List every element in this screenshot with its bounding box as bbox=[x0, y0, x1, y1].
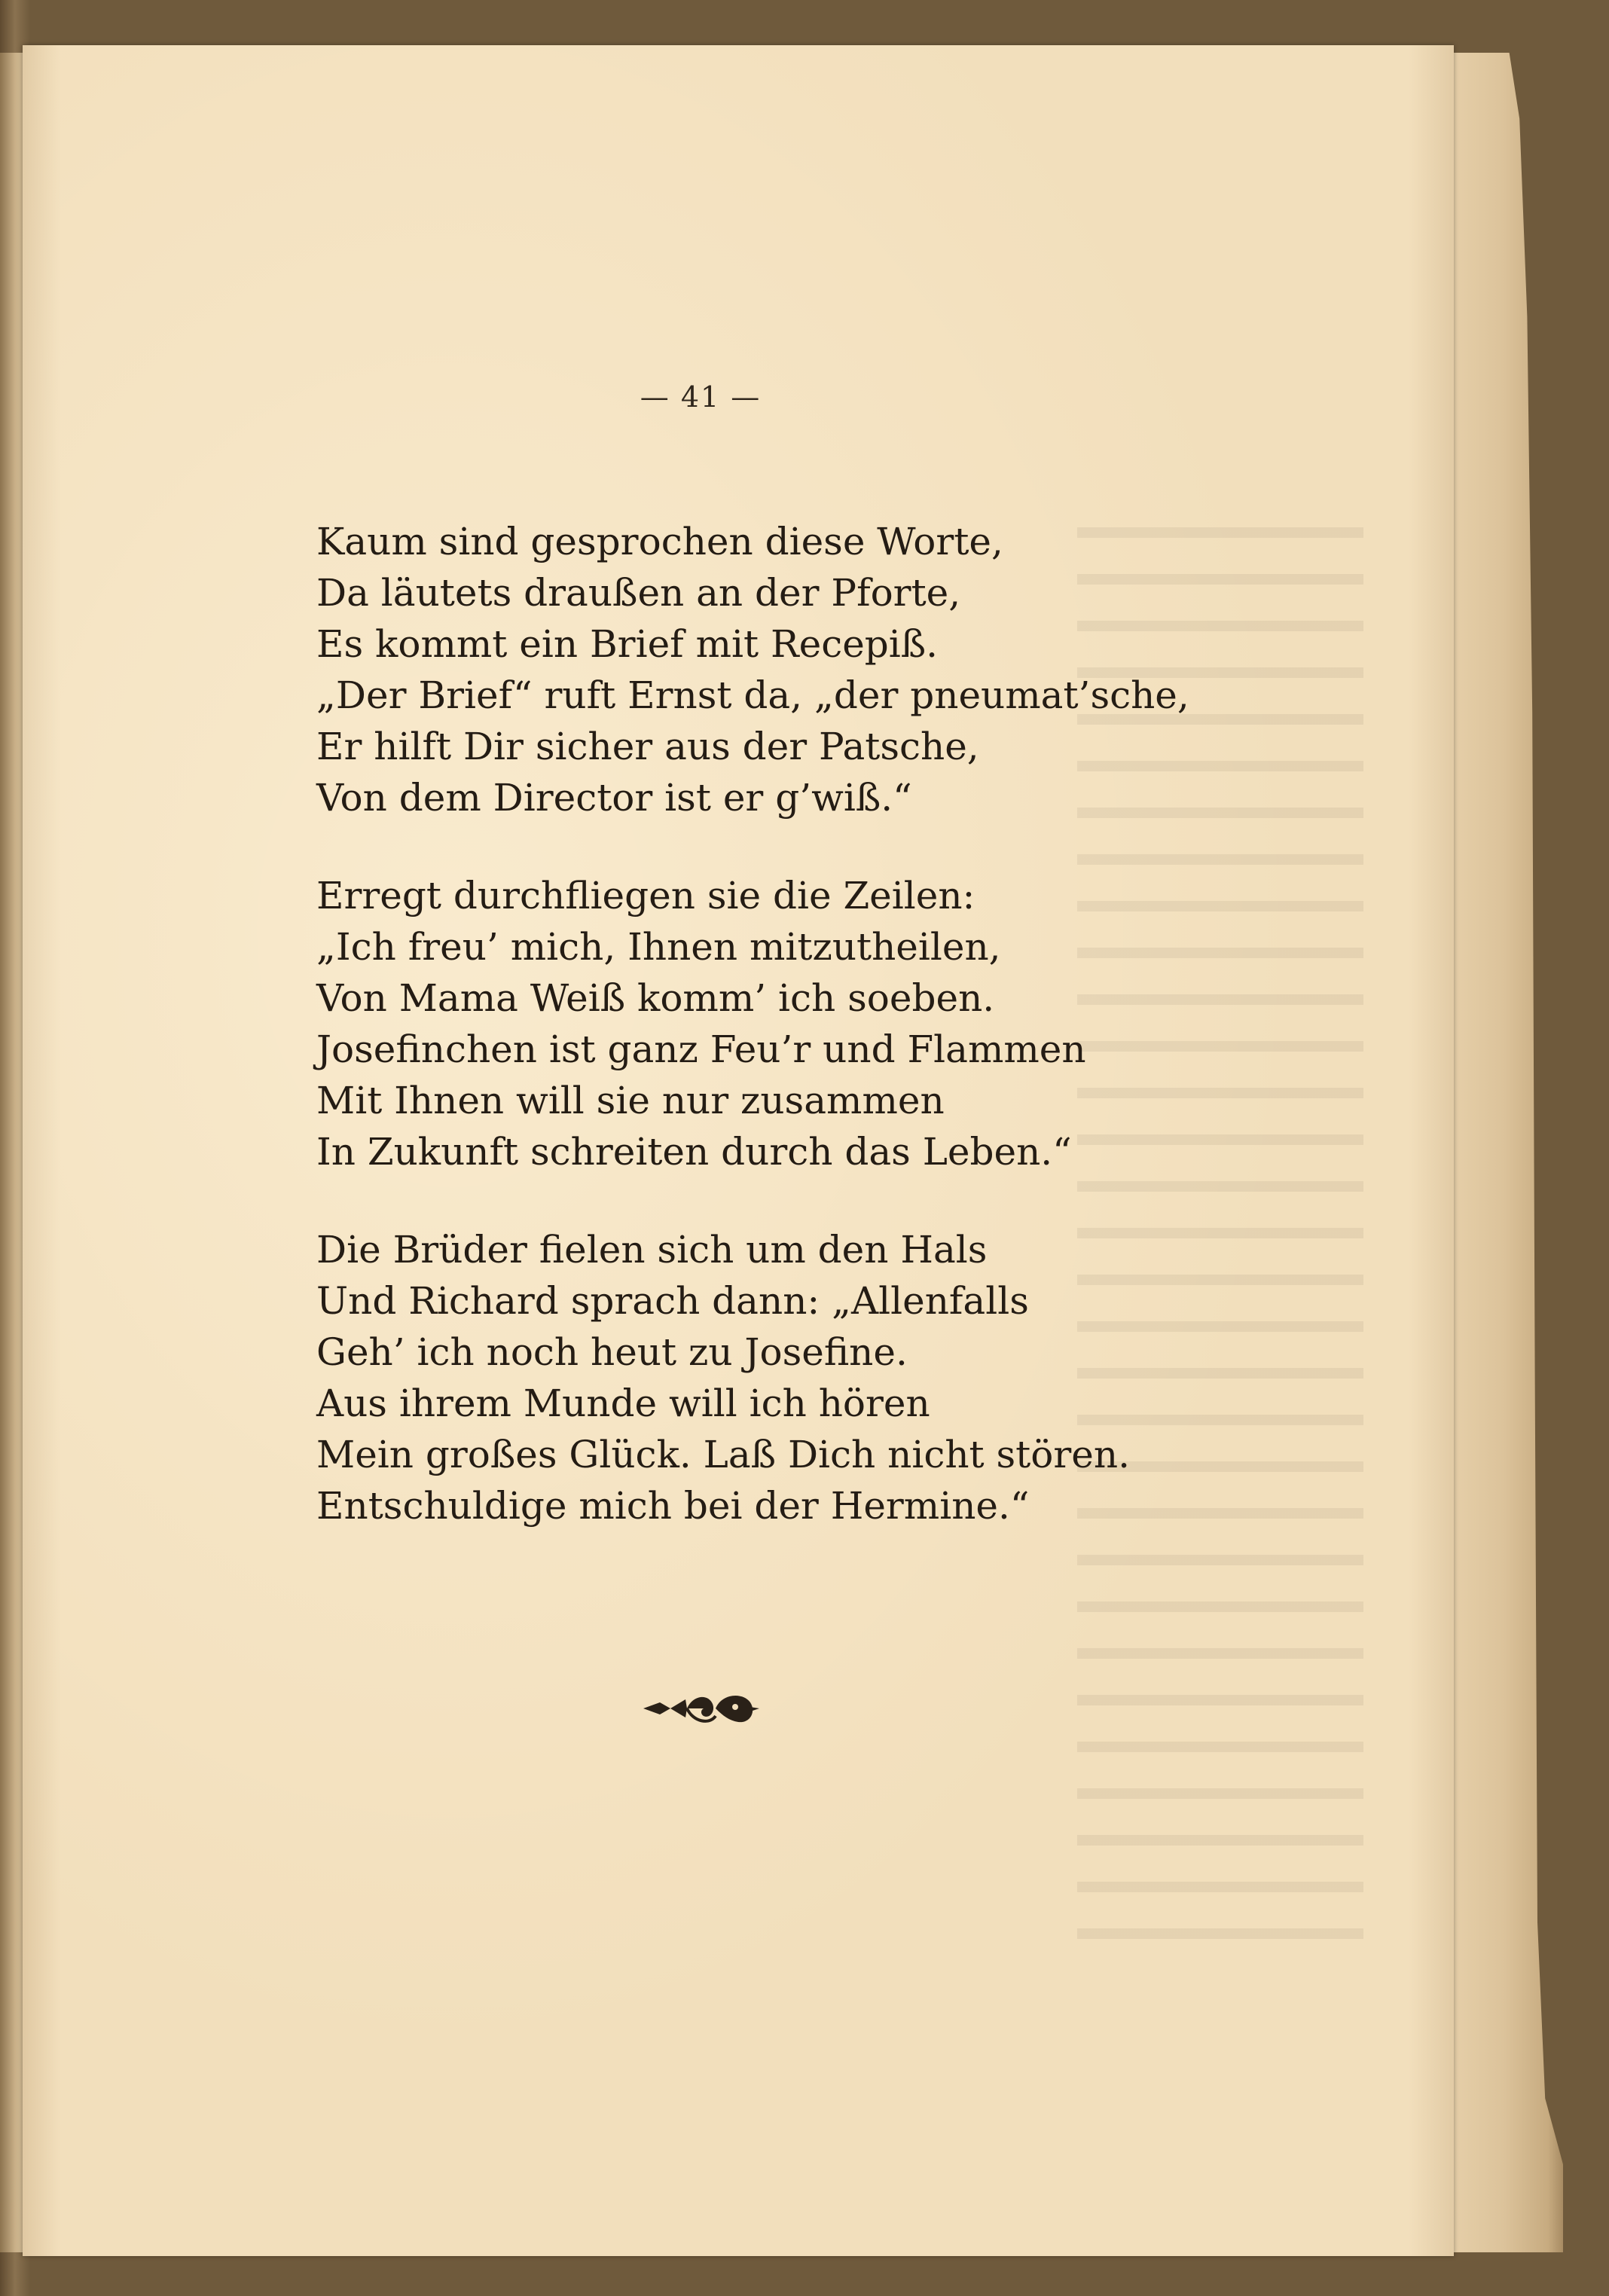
poem-line: Von dem Director ist er g’wiß.“ bbox=[316, 776, 912, 820]
stanza-2 bbox=[316, 870, 1296, 1177]
page-number: — 41 — bbox=[640, 380, 762, 414]
stanza-3 bbox=[316, 1224, 1296, 1531]
poem-line: „Der Brief“ ruft Ernst da, „der pneumat’sche, bbox=[316, 673, 1189, 717]
poem-line: Entschuldige mich bei der Hermine.“ bbox=[316, 1484, 1030, 1528]
poem bbox=[316, 516, 1296, 1578]
poem-line: Die Brüder fielen sich um den Hals bbox=[316, 1228, 988, 1272]
poem-line: Es kommt ein Brief mit Recepiß. bbox=[316, 622, 939, 666]
poem-line: Geh’ ich noch heut zu Josefine. bbox=[316, 1330, 908, 1374]
stanza-1 bbox=[316, 516, 1296, 823]
poem-line: Und Richard sprach dann: „Allenfalls bbox=[316, 1279, 1029, 1323]
poem-line: Josefinchen ist ganz Feu’r und Flammen bbox=[316, 1027, 1086, 1071]
poem-line: Mein großes Glück. Laß Dich nicht stören. bbox=[316, 1433, 1130, 1476]
poem-line: Erregt durchfliegen sie die Zeilen: bbox=[316, 874, 975, 917]
poem-line: Er hilft Dir sicher aus der Patsche, bbox=[316, 725, 979, 768]
poem-line: „Ich freu’ mich, Ihnen mitzutheilen, bbox=[316, 925, 1001, 969]
poem-line: Mit Ihnen will sie nur zusammen bbox=[316, 1079, 945, 1122]
poem-line: Aus ihrem Munde will ich hören bbox=[316, 1382, 930, 1425]
poem-line: Da läutets draußen an der Pforte, bbox=[316, 571, 961, 615]
poem-line: Kaum sind gesprochen diese Worte, bbox=[316, 520, 1003, 563]
floral-ornament-icon bbox=[640, 1686, 761, 1731]
underlying-page-edge bbox=[1435, 53, 1563, 2252]
poem-line: In Zukunft schreiten durch das Leben.“ bbox=[316, 1130, 1072, 1174]
book-page bbox=[23, 45, 1454, 2256]
poem-line: Von Mama Weiß komm’ ich soeben. bbox=[316, 976, 995, 1020]
